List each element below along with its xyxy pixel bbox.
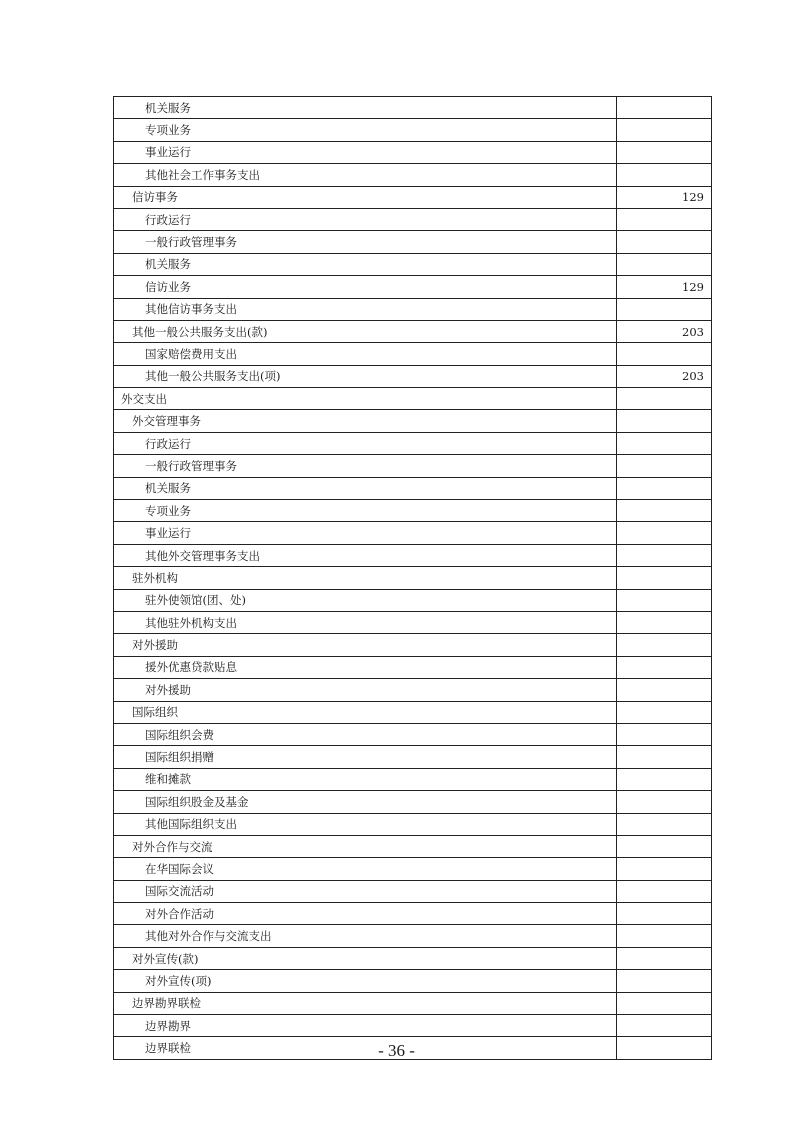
item-name-cell: 国家赔偿费用支出 [114,343,617,365]
item-name-cell: 边界勘界 [114,1015,617,1037]
item-name-cell: 行政运行 [114,208,617,230]
budget-table-body [114,97,712,1060]
table-row [114,276,712,298]
amount-cell [617,634,712,656]
table-row [114,634,712,656]
item-name-cell: 一般行政管理事务 [114,231,617,253]
item-name-cell: 驻外使领馆(团、处) [114,589,617,611]
item-name-cell: 在华国际会议 [114,858,617,880]
amount-cell [617,455,712,477]
amount-cell [617,947,712,969]
amount-cell [617,768,712,790]
item-name-cell: 信访事务 [114,186,617,208]
table-row [114,231,712,253]
item-name-cell: 外交管理事务 [114,410,617,432]
table-row [114,164,712,186]
amount-cell [617,298,712,320]
table-row [114,611,712,633]
table-row [114,835,712,857]
table-row [114,723,712,745]
item-name-cell: 对外援助 [114,634,617,656]
table-row [114,208,712,230]
budget-table [113,96,712,1060]
item-name-cell: 对外合作与交流 [114,835,617,857]
amount-cell [617,231,712,253]
amount-cell [617,97,712,119]
amount-cell [617,544,712,566]
item-name-cell: 机关服务 [114,253,617,275]
item-name-cell: 国际组织捐赠 [114,746,617,768]
table-row [114,477,712,499]
item-name-cell: 其他社会工作事务支出 [114,164,617,186]
table-row [114,947,712,969]
amount-cell: 203 [617,320,712,342]
amount-cell [617,813,712,835]
amount-cell [617,410,712,432]
amount-cell: 129 [617,276,712,298]
table-row [114,925,712,947]
table-row [114,791,712,813]
table-row [114,768,712,790]
item-name-cell: 事业运行 [114,522,617,544]
table-row [114,141,712,163]
table-row [114,746,712,768]
item-name-cell: 对外宣传(款) [114,947,617,969]
table-row [114,253,712,275]
table-row [114,522,712,544]
amount-cell [617,388,712,410]
item-name-cell: 国际组织 [114,701,617,723]
amount-cell [617,589,712,611]
amount-cell [617,925,712,947]
table-row [114,679,712,701]
amount-cell [617,253,712,275]
item-name-cell: 其他国际组织支出 [114,813,617,835]
item-name-cell: 驻外机构 [114,567,617,589]
amount-cell [617,679,712,701]
amount-cell: 203 [617,365,712,387]
item-name-cell: 信访业务 [114,276,617,298]
amount-cell [617,432,712,454]
table-row [114,455,712,477]
item-name-cell: 其他驻外机构支出 [114,611,617,633]
amount-cell [617,164,712,186]
table-row [114,410,712,432]
table-row [114,656,712,678]
item-name-cell: 援外优惠贷款贴息 [114,656,617,678]
amount-cell [617,208,712,230]
item-name-cell: 外交支出 [114,388,617,410]
amount-cell [617,992,712,1014]
item-name-cell: 专项业务 [114,119,617,141]
table-row [114,567,712,589]
item-name-cell: 对外援助 [114,679,617,701]
table-row [114,320,712,342]
page-number: - 36 - [378,1041,415,1060]
item-name-cell: 行政运行 [114,432,617,454]
amount-cell [617,701,712,723]
amount-cell [617,522,712,544]
amount-cell: 129 [617,186,712,208]
item-name-cell: 对外宣传(项) [114,970,617,992]
item-name-cell: 其他对外合作与交流支出 [114,925,617,947]
amount-cell [617,903,712,925]
table-row [114,298,712,320]
item-name-cell: 机关服务 [114,477,617,499]
table-row [114,970,712,992]
amount-cell [617,1015,712,1037]
amount-cell [617,477,712,499]
item-name-cell: 专项业务 [114,500,617,522]
amount-cell [617,723,712,745]
table-row [114,432,712,454]
item-name-cell: 机关服务 [114,97,617,119]
amount-cell [617,970,712,992]
table-row [114,119,712,141]
item-name-cell: 国际组织会费 [114,723,617,745]
amount-cell [617,791,712,813]
table-row [114,880,712,902]
amount-cell [617,746,712,768]
table-row [114,992,712,1014]
item-name-cell: 一般行政管理事务 [114,455,617,477]
item-name-cell: 对外合作活动 [114,903,617,925]
item-name-cell: 国际组织股金及基金 [114,791,617,813]
table-row [114,388,712,410]
amount-cell [617,835,712,857]
table-row [114,858,712,880]
table-row [114,365,712,387]
amount-cell [617,343,712,365]
table-row [114,589,712,611]
table-row [114,186,712,208]
amount-cell [617,656,712,678]
table-row [114,903,712,925]
item-name-cell: 其他一般公共服务支出(项) [114,365,617,387]
item-name-cell: 事业运行 [114,141,617,163]
item-name-cell: 其他外交管理事务支出 [114,544,617,566]
table-row [114,701,712,723]
amount-cell [617,611,712,633]
table-row [114,1015,712,1037]
item-name-cell: 其他信访事务支出 [114,298,617,320]
table-row [114,500,712,522]
item-name-cell: 其他一般公共服务支出(款) [114,320,617,342]
item-name-cell: 边界联检 [114,1037,617,1059]
table-row [114,544,712,566]
item-name-cell: 维和摊款 [114,768,617,790]
table-row [114,813,712,835]
item-name-cell: 国际交流活动 [114,880,617,902]
amount-cell [617,858,712,880]
item-name-cell: 边界勘界联检 [114,992,617,1014]
amount-cell [617,880,712,902]
amount-cell [617,119,712,141]
table-row [114,343,712,365]
table-row [114,97,712,119]
amount-cell [617,500,712,522]
amount-cell [617,567,712,589]
amount-cell [617,141,712,163]
